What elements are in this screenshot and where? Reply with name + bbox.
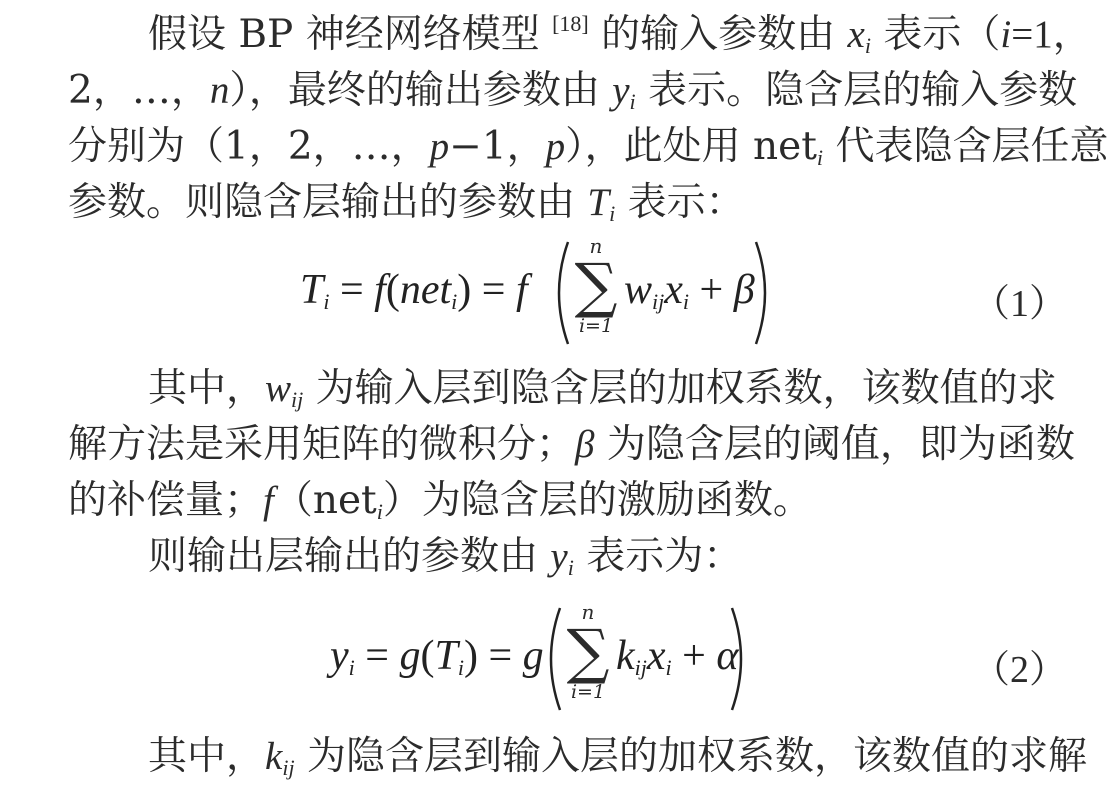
paragraph-1-line-2: 2，…，n），最终的输出参数由 $y_i$ 表示。隐含层的输入参数 — [68, 68, 1078, 114]
paragraph-1-line-3: 分别为（1，2，…，p−1，p），此处用 net$_i$ 代表隐含层任意 — [68, 124, 1109, 170]
equation-2-left: $y_i = g(T_i) = g$ — [330, 633, 544, 680]
equation-2-number: （2） — [972, 649, 1068, 691]
equation-1-right-paren — [752, 238, 776, 348]
equation-1-left: $T_i = f(net_i) = f$ — [300, 267, 528, 314]
paragraph-2-line-1: 其中，$w_{ij}$ 为输入层到隐含层的加权系数，该数值的求 — [148, 366, 1057, 412]
equation-2-summation: n ∑ i=1 — [566, 600, 610, 703]
equation-1-body: $w_{ij}x_i + \beta$ — [624, 267, 755, 314]
paragraph-1-line-4: 参数。则隐含层输出的参数由 $T_i$ 表示： — [68, 180, 745, 226]
paragraph-4-line-1: 其中，$k_{ij}$ 为隐含层到输入层的加权系数，该数值的求解 — [148, 734, 1087, 780]
paragraph-2-line-3: 的补偿量；f（net$_i$）为隐含层的激励函数。 — [68, 478, 812, 524]
equation-2-right-paren — [728, 604, 752, 714]
equation-1-summation: n ∑ i=1 — [574, 234, 618, 337]
citation-ref: [18] — [552, 11, 589, 36]
paragraph-1-line-1: 假设 BP 神经网络模型 [18] 的输入参数由 $x_i$ 表示（i=1， — [148, 11, 1092, 58]
equation-2-body: $k_{ij}x_i + \alpha$ — [616, 633, 739, 680]
equation-1-number: （1） — [972, 283, 1068, 325]
paragraph-2-line-2: 解方法是采用矩阵的微积分；β 为隐含层的阈值，即为函数 — [68, 422, 1075, 467]
paragraph-3-line-1: 则输出层输出的参数由 $y_i$ 表示为： — [148, 534, 743, 580]
